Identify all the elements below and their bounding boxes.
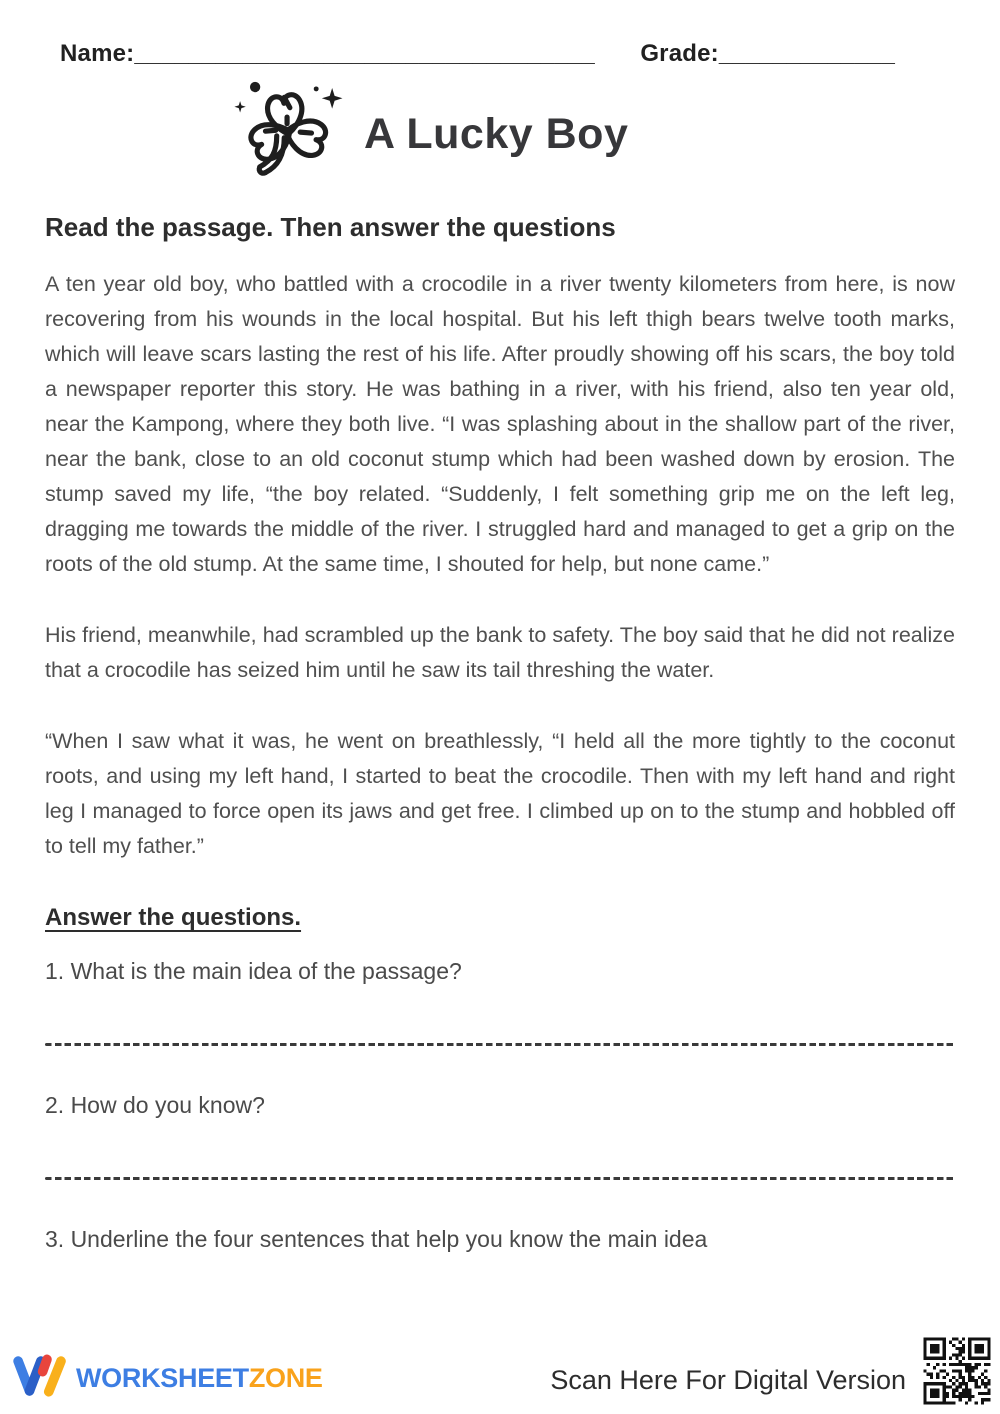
logo-text-zone: ZONE xyxy=(248,1363,323,1393)
instructions-heading: Read the passage. Then answer the questions xyxy=(45,212,616,242)
logo-wordmark xyxy=(76,1363,323,1394)
header xyxy=(0,0,1000,68)
passage-paragraph-3: “When I saw what it was, he went on breathlessly, “I held all the more tightly to the coconut roots, and using my left hand, I started to beat the crocodile. Then with my left hand and right leg I managed to force open its jaws and get free. I climbed up on to the stump and hobbled off to tell my father.” xyxy=(45,729,955,858)
worksheetzone-logo xyxy=(12,1351,323,1406)
question-3: 3. Underline the four sentences that help you know the main idea xyxy=(45,1226,708,1252)
grade-blank-line: _____________ xyxy=(718,40,895,67)
name-label: Name: xyxy=(60,40,135,67)
qr-code xyxy=(920,1334,994,1408)
scan-here-text: Scan Here For Digital Version xyxy=(550,1365,906,1395)
shamrock-icon xyxy=(226,72,350,196)
grade-label: Grade: xyxy=(640,40,719,67)
footer xyxy=(0,1328,1000,1414)
grade-field xyxy=(640,40,895,68)
question-2: 2. How do you know? xyxy=(45,1092,265,1118)
answer-section-heading: Answer the questions. xyxy=(45,904,302,931)
question-1: 1. What is the main idea of the passage? xyxy=(45,958,462,984)
name-blank-line: __________________________________ xyxy=(134,40,595,67)
answer-line-2 xyxy=(45,1177,955,1180)
title-block xyxy=(226,70,1000,198)
passage-paragraph-2: His friend, meanwhile, had scrambled up the bank to safety. The boy said that he did not realize that a crocodile has seized him until he saw its tail threshing the water. xyxy=(45,623,955,682)
logo-text-worksheet: WORKSHEET xyxy=(76,1363,249,1393)
worksheetzone-w-icon xyxy=(12,1351,68,1406)
answer-line-1 xyxy=(45,1043,955,1046)
content xyxy=(0,212,1000,1253)
name-field xyxy=(60,40,595,68)
page-title: A Lucky Boy xyxy=(364,109,629,158)
passage-paragraph-1: A ten year old boy, who battled with a crocodile in a river twenty kilometers from here, is now recovering from his wounds in the local hospital. But his left thigh bears twelve tooth marks, which will leave scars lasting the rest of his life. After proudly showing off his scars, the boy told a newspaper reporter this story. He was bathing in a river, with his friend, also ten year old, near the Kampong, where they both live. “I was splashing about in the shallow part of the river, near the bank, close to an old coconut stump which had been washed down by erosion. The stump saved my life, “the boy related. “Suddenly, I felt something grip me on the left leg, dragging me towards the middle of the river. I struggled hard and managed to get a grip on the roots of the old stump. At the same time, I shouted for help, but none came.” xyxy=(45,272,955,576)
